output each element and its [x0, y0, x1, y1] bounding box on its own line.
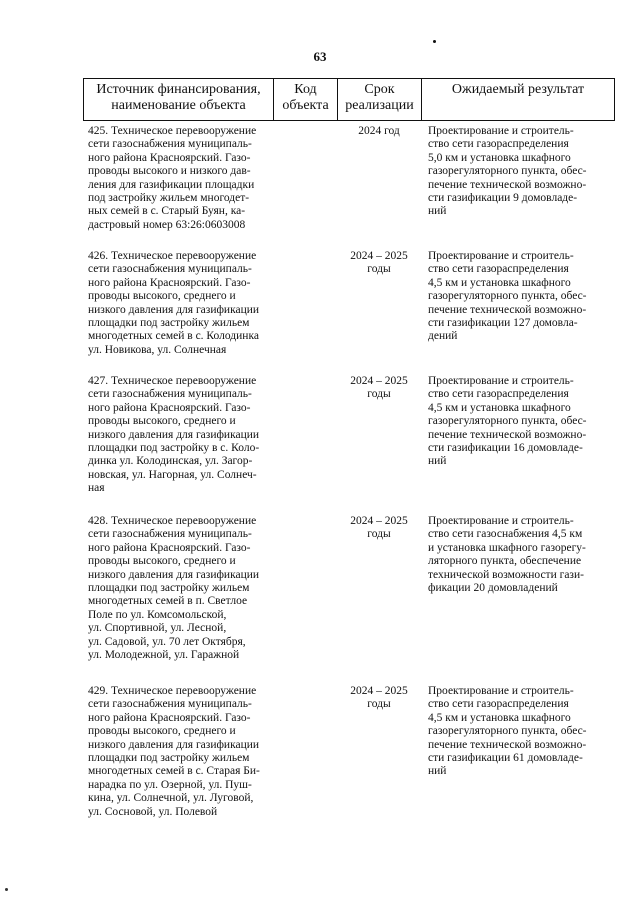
- object-term: 2024 – 2025 годы: [350, 250, 408, 276]
- object-term: 2024 – 2025 годы: [350, 685, 408, 711]
- scan-dot: [433, 40, 436, 43]
- object-code: [278, 250, 336, 357]
- header-code-text: Код объекта: [282, 82, 329, 113]
- object-result: Проектирование и строитель- ство сети газораспределения 4,5 км и установка шкафного газорегуляторного пункта, обес- печение технической возможно- сти газификации 127 домовла- дений: [428, 250, 587, 343]
- object-result: Проектирование и строитель- ство сети газораспределения 5,0 км и установка шкафного газорегуляторного пункта, обес- печение технической возможно- сти газификации 9 домовладе- ний: [428, 125, 587, 218]
- object-name: 429. Техническое перевооружение сети газоснабжения муниципаль- ного района Красноярский. Газо- проводы высокого, среднего и низкого давления для газификации площадки под застройку жильем многодетных семей в с. Старая Би- нарадка по ул. Озерной, ул. Пуш- кина, ул. Солнечной, ул. Луговой, ул. Сосновой, ул. Полевой: [88, 685, 260, 818]
- object-code: [278, 125, 336, 232]
- header-code: [274, 79, 338, 120]
- header-result-text: Ожидаемый результат: [451, 82, 585, 97]
- object-name: 426. Техническое перевооружение сети газоснабжения муниципаль- ного района Красноярский. Газо- проводы высокого, среднего и низкого давления для газификации площадки под застройку жильем многодетных семей в с. Колодинка ул. Новикова, ул. Солнечная: [88, 250, 260, 356]
- object-result: Проектирование и строитель- ство сети газораспределения 4,5 км и установка шкафного газорегуляторного пункта, обес- печение технической возможно- сти газификации 61 домовладе- ний: [428, 685, 587, 778]
- object-result: Проектирование и строитель- ство сети газоснабжения 4,5 км и установка шкафного газорегу- ляторного пункта, обеспечение технической возможности гази- фикации 20 домовладений: [428, 515, 586, 595]
- object-term: 2024 – 2025 годы: [350, 515, 408, 541]
- table-row: [83, 375, 615, 496]
- object-name: 428. Техническое перевооружение сети газоснабжения муниципаль- ного района Красноярский. Газо- проводы высокого, среднего и низкого давления для газификации площадки под застройку жильем многодетных семей в п. Светлое Поле по ул. Комсомольской, ул. Спортивной, ул. Лесной, ул. Садовой, ул. 70 лет Октября, ул. Молодежной, ул. Гаражной: [88, 515, 260, 662]
- page-number: 63: [313, 49, 327, 64]
- header-source-text: Источник финансирования, наименование объекта: [96, 82, 261, 113]
- object-name: 427. Техническое перевооружение сети газоснабжения муниципаль- ного района Красноярский. Газо- проводы высокого, среднего и низкого давления для газификации площадки под застройку в с. Коло- динка ул. Колодинская, ул. Загор- новская, ул. Нагорная, ул. Солнеч- ная: [88, 375, 260, 495]
- header-term: [338, 79, 422, 120]
- table-row: [83, 250, 615, 357]
- table-row: [83, 125, 615, 232]
- object-code: [278, 685, 336, 819]
- object-result: Проектирование и строитель- ство сети газораспределения 4,5 км и установка шкафного газорегуляторного пункта, обес- печение технической возможно- сти газификации 16 домовладе- ний: [428, 375, 587, 468]
- header-term-text: Срок реализации: [345, 82, 414, 113]
- header-source: [84, 79, 274, 120]
- object-code: [278, 515, 336, 662]
- table-row: [83, 515, 615, 662]
- table-header: [83, 78, 615, 121]
- object-term: 2024 – 2025 годы: [350, 375, 408, 401]
- object-term: 2024 год: [358, 125, 400, 137]
- scan-mark: [5, 888, 8, 891]
- object-name: 425. Техническое перевооружение сети газоснабжения муниципаль- ного района Красноярский. Газо- проводы высокого и низкого дав- ления для газификации площадки под застройку жильем многодет- ных семей в с. Старый Буян, ка- дастровый номер 63:26:0603008: [88, 125, 257, 231]
- header-result: [422, 79, 614, 120]
- object-code: [278, 375, 336, 496]
- table-row: [83, 685, 615, 819]
